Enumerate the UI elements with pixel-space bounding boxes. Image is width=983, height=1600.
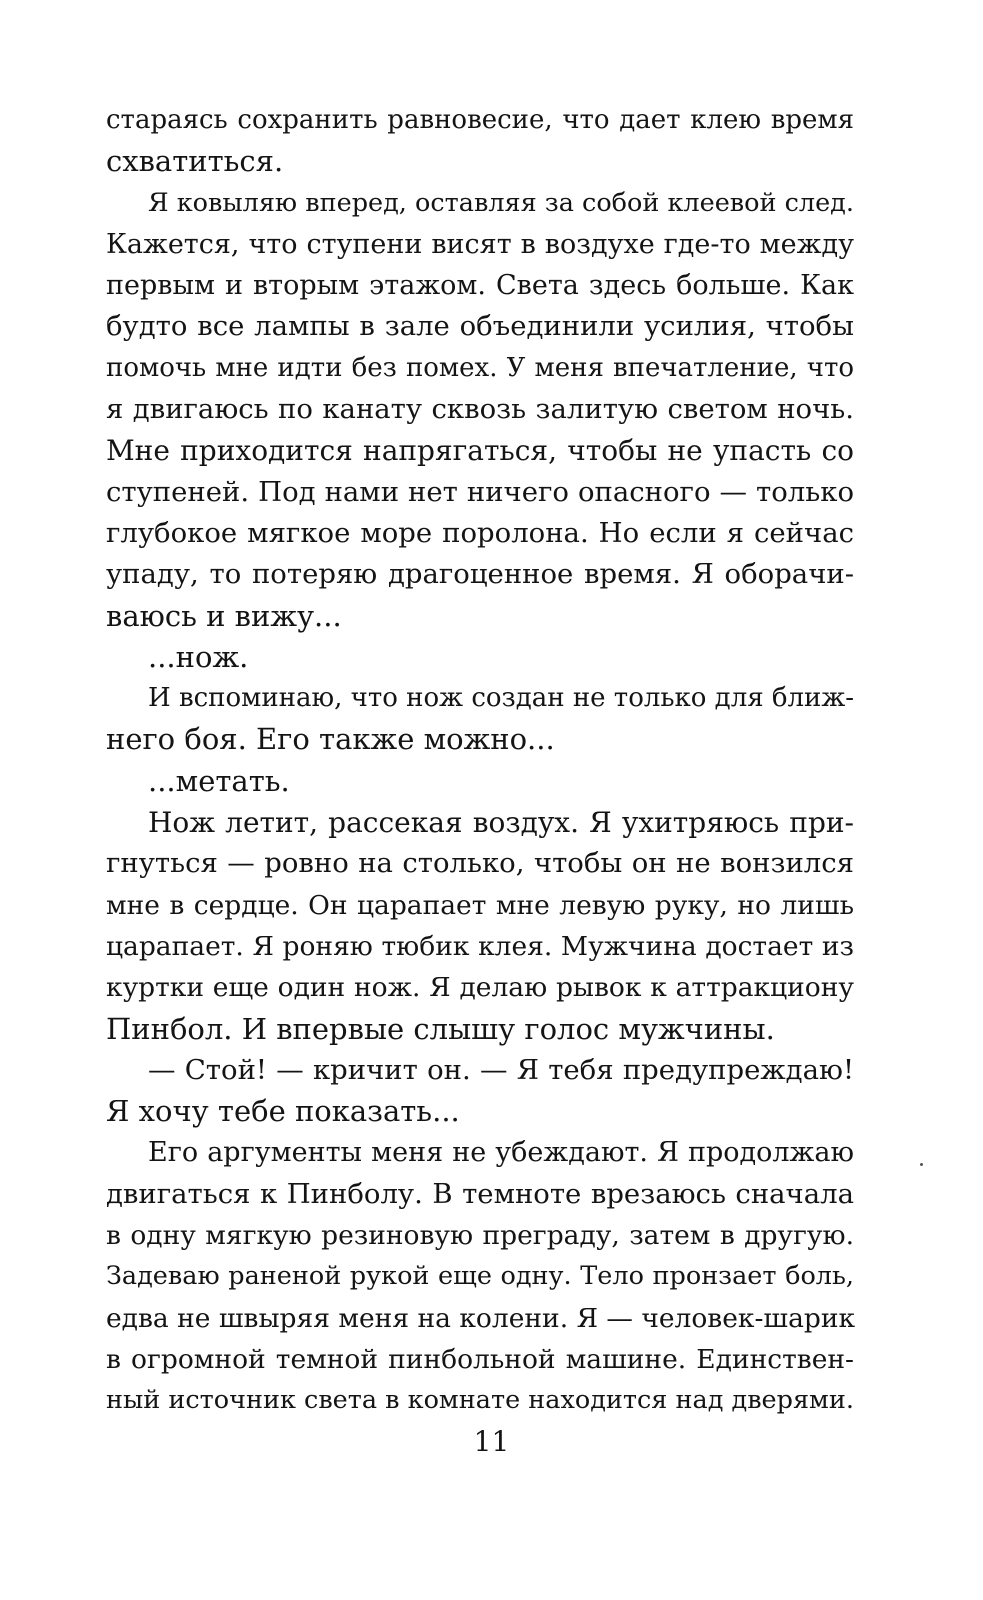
text-line: — Стой! — кричит он. — Я тебя предупреждаю! bbox=[148, 1053, 854, 1086]
paragraph bbox=[106, 637, 854, 678]
text-line: в огромной темной пинбольной машине. Единствен- bbox=[106, 1343, 854, 1375]
page-number: 11 bbox=[473, 1425, 510, 1458]
paragraph bbox=[106, 183, 854, 637]
paragraph bbox=[106, 1050, 854, 1133]
text-line: глубокое мягкое море поролона. Но если я сейчас bbox=[106, 516, 854, 549]
text-line: едва не швыряя меня на колени. Я — человек-шарик bbox=[106, 1302, 856, 1334]
text-line: Задеваю раненой рукой еще одну. Тело пронзает боль, bbox=[106, 1261, 854, 1292]
text-line: куртки еще один нож. Я делаю рывок к аттракциону bbox=[106, 972, 854, 1004]
text-line: Пинбол. И впервые слышу голос мужчины. bbox=[106, 1011, 775, 1046]
body-text bbox=[106, 100, 854, 1422]
text-line: будто все лампы в зале объединили усилия, чтобы bbox=[106, 310, 854, 343]
text-line: Его аргументы меня не убеждают. Я продолжаю bbox=[148, 1137, 854, 1169]
text-line: в одну мягкую резиновую преграду, затем в другую. bbox=[106, 1220, 854, 1252]
text-line: схватиться. bbox=[106, 144, 284, 179]
text-line: мне в сердце. Он царапает мне левую руку, но лишь bbox=[106, 889, 854, 921]
text-line: стараясь сохранить равновесие, что дает клею время bbox=[106, 105, 854, 135]
text-line: помочь мне идти без помех. У меня впечатление, что bbox=[106, 352, 854, 383]
text-line: ...нож. bbox=[148, 639, 249, 674]
text-line: И вспоминаю, что нож создан не только для ближ- bbox=[148, 683, 855, 714]
text-line: Я хочу тебе показать... bbox=[106, 1094, 460, 1129]
scan-speck bbox=[920, 1163, 923, 1166]
text-line: него боя. Его также можно... bbox=[106, 722, 555, 757]
paragraph bbox=[106, 802, 854, 1050]
text-line: царапает. Я роняю тюбик клея. Мужчина достает из bbox=[106, 930, 854, 962]
text-line: гнуться — ровно на столько, чтобы он не вонзился bbox=[106, 847, 854, 880]
paragraph bbox=[106, 678, 854, 761]
paragraph bbox=[106, 1132, 854, 1421]
text-line: ный источник света в комнате находится над дверями. bbox=[106, 1385, 854, 1416]
text-line: ...метать. bbox=[148, 763, 290, 798]
text-line: первым и вторым этажом. Света здесь больше. Как bbox=[106, 270, 854, 302]
text-line: ваюсь и вижу... bbox=[106, 598, 342, 633]
text-line: Нож летит, рассекая воздух. Я ухитряюсь при- bbox=[148, 806, 854, 840]
paragraph bbox=[106, 100, 854, 183]
paragraph bbox=[106, 761, 854, 802]
text-line: упаду, то потеряю драгоценное время. Я оборачи- bbox=[106, 558, 854, 591]
text-line: двигаться к Пинболу. В темноте врезаюсь сначала bbox=[106, 1177, 854, 1210]
text-line: ступеней. Под нами нет ничего опасного — только bbox=[106, 475, 854, 508]
text-line: Мне приходится напрягаться, чтобы не упасть со bbox=[106, 434, 854, 468]
text-line: Я ковыляю вперед, оставляя за собой клеевой след. bbox=[148, 187, 854, 218]
text-line: я двигаюсь по канату сквозь залитую светом ночь. bbox=[106, 393, 854, 426]
text-line: Кажется, что ступени висят в воздухе где-то между bbox=[106, 228, 854, 260]
